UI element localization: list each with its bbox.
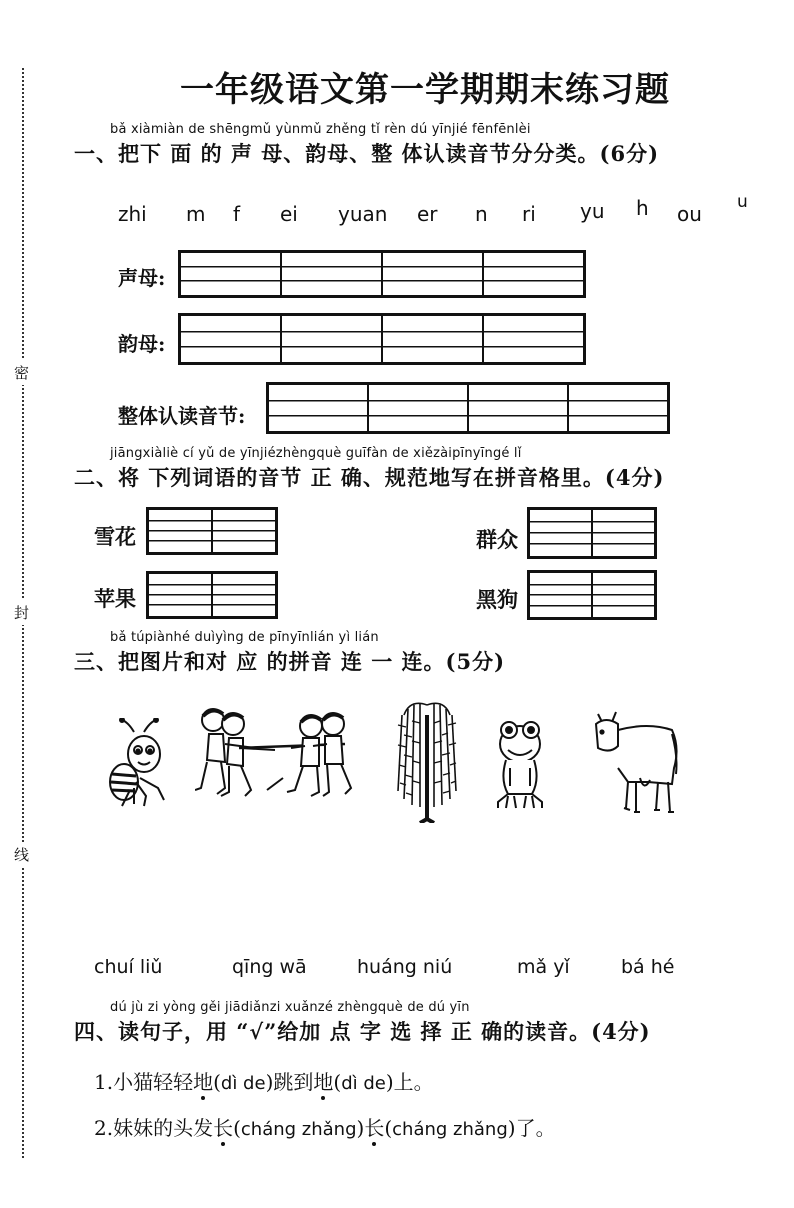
grid-cell[interactable]	[530, 510, 593, 556]
pinyin-grid-word[interactable]	[146, 571, 278, 619]
grid-cell[interactable]	[149, 510, 213, 552]
willow-picture[interactable]	[396, 695, 458, 823]
dotted-char: 长	[364, 1116, 385, 1140]
syllable: zhi	[118, 202, 147, 226]
syllable: ei	[280, 202, 298, 226]
dotted-char: 长	[213, 1116, 234, 1140]
sentence-text: )上。	[385, 1070, 434, 1094]
grid-cell[interactable]	[213, 510, 275, 552]
row-label-initials: 声母:	[118, 266, 166, 290]
grid-cell[interactable]	[282, 316, 383, 362]
grid-cell[interactable]	[149, 574, 213, 616]
paren: (	[233, 1116, 241, 1140]
sentence-text: )跳到	[265, 1070, 314, 1094]
sentence-text: 1.小猫轻轻	[94, 1070, 194, 1094]
reading-options[interactable]: dì de	[220, 1073, 266, 1094]
grid-cell[interactable]	[593, 573, 654, 617]
side-label-xian: 线	[14, 842, 29, 867]
grid-cell[interactable]	[383, 253, 484, 295]
answer-pinyin[interactable]: bá hé	[621, 956, 675, 978]
word-label: 雪花	[94, 524, 136, 549]
pinyin-grid-initials[interactable]	[178, 250, 586, 298]
side-label-mi: 密	[14, 360, 29, 385]
q2-heading: 二、将 下列词语的音节 正 确、规范地写在拼音格里。(4分)	[74, 465, 665, 490]
word-label: 群众	[476, 527, 518, 552]
syllable: ou	[677, 202, 702, 226]
q4-pinyin-hint: dú jù zi yòng gěi jiādiǎnzi xuǎnzé zhèngquè de dú yīn	[110, 1000, 470, 1015]
pinyin-grid-word[interactable]	[527, 507, 657, 559]
sentence-1	[94, 1066, 434, 1095]
paren: (	[384, 1116, 393, 1140]
word-label: 苹果	[94, 586, 136, 611]
grid-cell[interactable]	[181, 316, 282, 362]
q2-pinyin-hint: jiāngxiàliè cí yǔ de yīnjiézhèngquè guīfàn de xiězàipīnyīngé lǐ	[110, 446, 522, 461]
grid-cell[interactable]	[484, 316, 583, 362]
grid-cell[interactable]	[383, 316, 484, 362]
word-label: 黑狗	[476, 587, 518, 612]
grid-cell[interactable]	[282, 253, 383, 295]
pinyin-grid-whole-syllables[interactable]	[266, 382, 670, 434]
ant-picture[interactable]	[104, 718, 170, 810]
syllable: h	[636, 196, 649, 220]
pinyin-grid-word[interactable]	[527, 570, 657, 620]
grid-cell[interactable]	[484, 253, 583, 295]
q3-heading: 三、把图片和对 应 的拼音 连 一 连。(5分)	[74, 649, 506, 674]
grid-cell[interactable]	[469, 385, 569, 431]
syllable: m	[186, 202, 206, 226]
q3-pinyin-hint: bǎ túpiànhé duìyìng de pīnyīnlián yì lián	[110, 630, 379, 645]
grid-cell[interactable]	[213, 574, 275, 616]
dotted-char: 地	[193, 1070, 214, 1094]
page-title: 一年级语文第一学期期末练习题	[180, 70, 670, 110]
answer-pinyin[interactable]: qīng wā	[232, 956, 307, 978]
q4-heading: 四、读句子，用 “√”给加 点 字 选 择 正 确的读音。(4分)	[74, 1019, 651, 1044]
dotted-char: 地	[313, 1070, 334, 1094]
grid-cell[interactable]	[269, 385, 369, 431]
sentence-text: )	[356, 1116, 365, 1140]
paren: (	[213, 1070, 221, 1094]
grid-cell[interactable]	[593, 510, 654, 556]
grid-cell[interactable]	[530, 573, 593, 617]
syllable: f	[233, 202, 241, 226]
answer-pinyin[interactable]: chuí liǔ	[94, 956, 163, 978]
pinyin-grid-word[interactable]	[146, 507, 278, 555]
side-label-feng: 封	[14, 600, 29, 625]
paren: (	[333, 1070, 342, 1094]
syllable: n	[475, 202, 488, 226]
syllable: u	[737, 192, 748, 212]
sentence-text: )了。	[507, 1116, 556, 1140]
grid-cell[interactable]	[369, 385, 469, 431]
q1-heading: 一、把下 面 的 声 母、韵母、整 体认读音节分分类。(6分)	[74, 141, 660, 166]
frog-picture[interactable]	[494, 716, 546, 810]
row-label-finals: 韵母:	[118, 332, 166, 356]
q1-pinyin-hint: bǎ xiàmiàn de shēngmǔ yùnmǔ zhěng tǐ rèn dú yīnjié fēnfēnlèi	[110, 122, 531, 137]
syllable: yu	[580, 199, 605, 223]
pinyin-grid-finals[interactable]	[178, 313, 586, 365]
reading-options[interactable]: cháng zhǎng	[392, 1119, 508, 1140]
answer-pinyin[interactable]: huáng niú	[357, 956, 453, 978]
syllable: yuan	[338, 202, 388, 226]
answer-pinyin[interactable]: mǎ yǐ	[517, 956, 570, 978]
sentence-2	[94, 1112, 556, 1141]
syllable: ri	[522, 202, 536, 226]
syllable: er	[417, 202, 438, 226]
sentence-text: 2.妹妹的头发	[94, 1116, 214, 1140]
row-label-whole-syllables: 整体认读音节:	[118, 404, 246, 428]
reading-options[interactable]: cháng zhǎng	[240, 1119, 357, 1140]
cow-picture[interactable]	[588, 708, 680, 818]
tug-of-war-picture[interactable]	[195, 704, 363, 808]
grid-cell[interactable]	[569, 385, 667, 431]
grid-cell[interactable]	[181, 253, 282, 295]
reading-options[interactable]: dì de	[341, 1073, 386, 1094]
